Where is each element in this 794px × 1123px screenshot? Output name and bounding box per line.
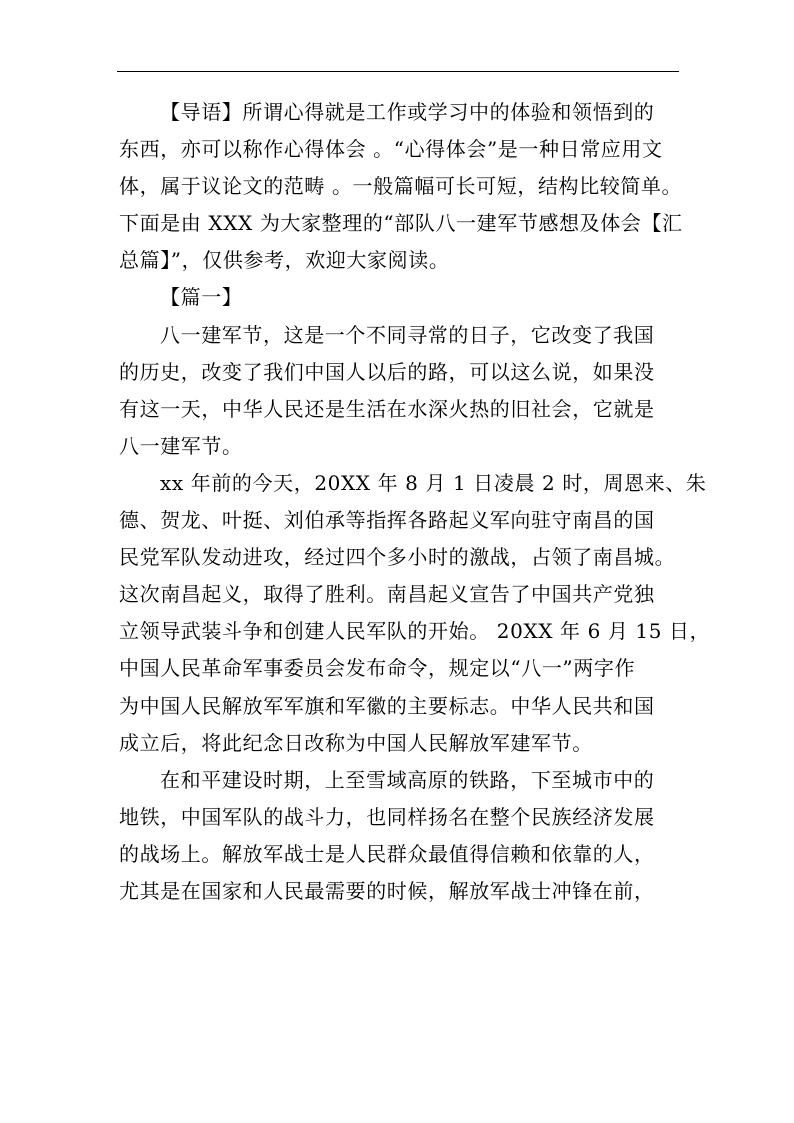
paragraph-2-line-1: xx 年前的今天，20XX 年 8 月 1 日凌晨 2 时，周恩来、朱 bbox=[160, 470, 707, 495]
intro-line-5: 总篇】”，仅供参考，欢迎大家阅读。 bbox=[119, 248, 450, 273]
paragraph-1-line-1: 八一建军节，这是一个不同寻常的日子，它改变了我国 bbox=[160, 322, 655, 347]
paragraph-2-line-6: 中国人民革命军事委员会发布命令，规定以“八一”两字作 bbox=[119, 656, 636, 681]
document-body bbox=[119, 94, 711, 910]
paragraph-1-line-2: 的历史，改变了我们中国人以后的路，可以这么说，如果没 bbox=[119, 359, 655, 384]
section-heading: 【篇一】 bbox=[160, 285, 243, 310]
paragraph-3-line-1: 在和平建设时期，上至雪域高原的铁路，下至城市中的 bbox=[160, 767, 655, 792]
intro-line-1: 【导语】所谓心得就是工作或学习中的体验和领悟到的 bbox=[160, 100, 655, 124]
paragraph-2-line-8: 成立后，将此纪念日改称为中国人民解放军建军节。 bbox=[119, 730, 593, 755]
paragraph-2-line-7: 为中国人民解放军军旗和军徽的主要标志。中华人民共和国 bbox=[119, 693, 655, 718]
paragraph-2-line-5: 立领导武装斗争和创建人民军队的开始。 20XX 年 6 月 15 日， bbox=[119, 619, 711, 644]
paragraph-2-line-2: 德、贺龙、叶挺、刘伯承等指挥各路起义军向驻守南昌的国 bbox=[119, 508, 655, 533]
header-rule bbox=[117, 71, 679, 72]
paragraph-3-line-2: 地铁，中国军队的战斗力，也同样扬名在整个民族经济发展 bbox=[119, 804, 655, 829]
intro-line-3: 体，属于议论文的范畴 。一般篇幅可长可短，结构比较简单。 bbox=[119, 174, 683, 199]
paragraph-2-line-4: 这次南昌起义，取得了胜利。南昌起义宣告了中国共产党独 bbox=[119, 582, 655, 607]
paragraph-3-line-3: 的战场上。解放军战士是人民群众最值得信赖和依靠的人， bbox=[119, 841, 655, 866]
paragraph-3-line-4: 尤其是在国家和人民最需要的时候，解放军战士冲锋在前， bbox=[119, 878, 655, 903]
intro-line-4: 下面是由 XXX 为大家整理的“部队八一建军节感想及体会【汇 bbox=[119, 211, 683, 236]
paragraph-1-line-3: 有这一天，中华人民还是生活在水深火热的旧社会，它就是 bbox=[119, 396, 655, 421]
paragraph-1-line-4: 八一建军节。 bbox=[119, 433, 243, 458]
paragraph-2-line-3: 民党军队发动进攻，经过四个多小时的激战，占领了南昌城。 bbox=[119, 545, 676, 570]
intro-line-2: 东西，亦可以称作心得体会 。“心得体会”是一种日常应用文 bbox=[119, 137, 663, 162]
